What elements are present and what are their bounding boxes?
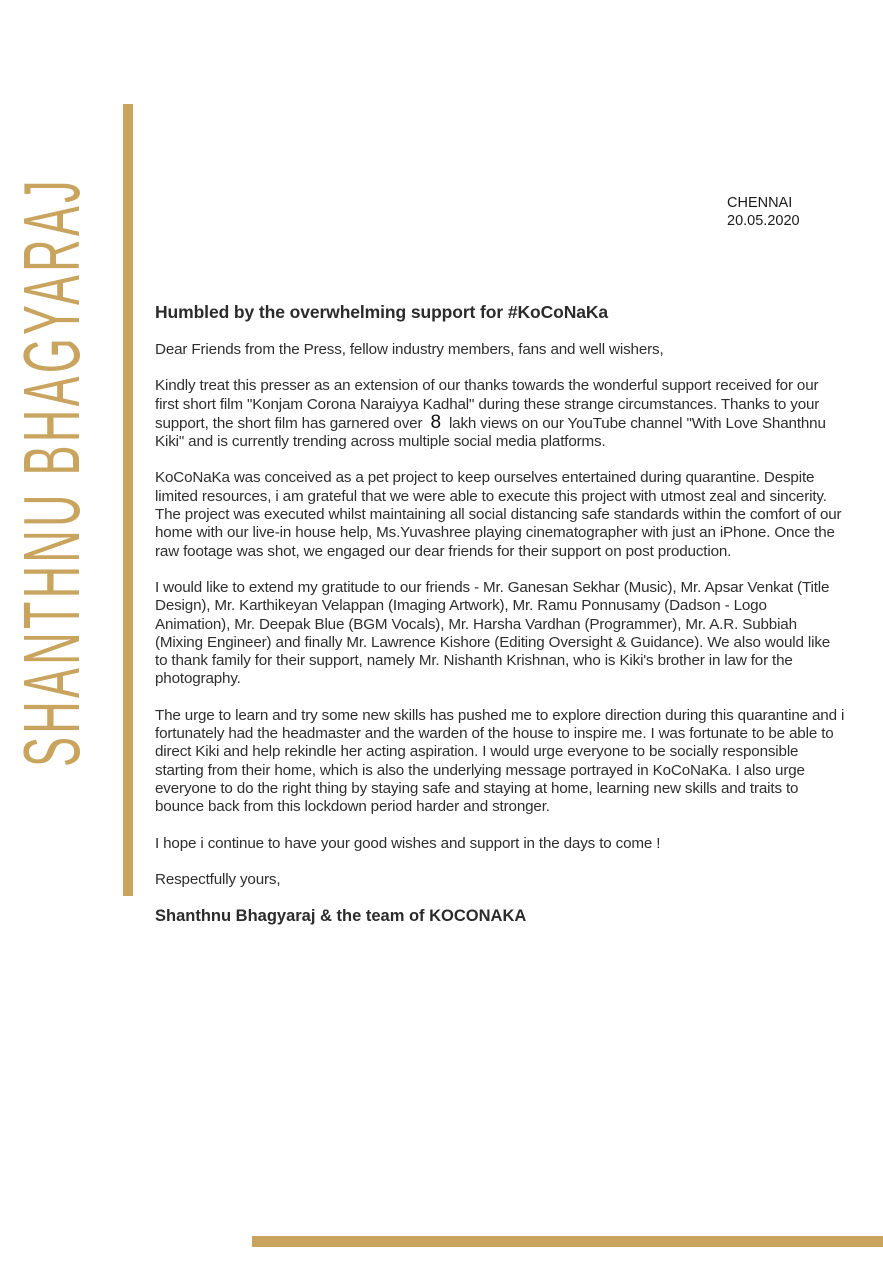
signature: Shanthnu Bhagyaraj & the team of KOCONAKA: [155, 907, 527, 926]
letter-title: Humbled by the overwhelming support for #KoCoNaKa: [155, 302, 609, 322]
vertical-name-banner: [7, 118, 96, 826]
place: CHENNAI: [727, 195, 793, 211]
paragraph-wishes: I hope i continue to have your good wishes and support in the days to come !: [155, 834, 661, 852]
vertical-gold-divider: [123, 104, 133, 896]
paragraph-views-after: lakh views on our YouTube channel "With Love Shanthnu Kiki" and is currently trending across multiple social media platforms.: [155, 414, 826, 451]
date: 20.05.2020: [727, 213, 800, 229]
paragraph-gratitude: I would like to extend my gratitude to our friends - Mr. Ganesan Sekhar (Music), Mr. Apsar Venkat (Title Design), Mr. Karthikeyan Velappan (Imaging Artwork), Mr. Ramu Ponnusamy (Dadson - Logo Animation), Mr. Deepak Blue (BGM Vocals), Mr. Harsha Vardhan (Programmer), Mr. A.R. Subbiah (Mixing Engineer) and finally Mr. Lawrence Kishore (Editing Oversight & Guidance). We also would like to thank family for their support, namely Mr. Nishanth Krishnan, who is Kiki's brother in law for the photography.: [155, 578, 831, 688]
paragraph-project: KoCoNaKa was conceived as a pet project to keep ourselves entertained during quarantine. Despite limited resources, i am grateful that we were able to execute this project with utmost zeal and sincerity. The project was executed whilst maintaining all social distancing safe standards within the comfort of our home with our live-in house help, Ms.Yuvashree playing cinematographer with just an iPhone. Once the raw footage was shot, we engaged our dear friends for their support on post production.: [155, 469, 842, 560]
letter-body: [155, 302, 845, 926]
closing: Respectfully yours,: [155, 870, 281, 888]
views-number: 8: [430, 411, 441, 433]
footer-gold-bar: [252, 1236, 883, 1247]
paragraph-views-before: Kindly treat this presser as an extension of our thanks towards the wonderful support received for our first short film "Konjam Corona Naraiyya Kadhal" during these strange circumstances. Thanks to your support, the short film has garnered over: [155, 377, 820, 432]
salutation: Dear Friends from the Press, fellow industry members, fans and well wishers,: [155, 341, 664, 358]
paragraph-direction: The urge to learn and try some new skills has pushed me to explore direction during this quarantine and i fortunately had the headmaster and the warden of the house to inspire me. I was fortunate to be able to direct Kiki and help rekindle her acting aspiration. I would urge everyone to be socially responsible starting from their home, which is also the underlying message portrayed in KoCoNaKa. I also urge everyone to do the right thing by staying safe and staying at home, learning new skills and traits to bounce back from this lockdown period harder and stronger.: [155, 706, 845, 816]
paragraph-views: [155, 377, 845, 451]
vertical-name-text: SHANTHNU BHAGYARAJ: [7, 177, 96, 767]
place-date-block: [727, 194, 800, 230]
